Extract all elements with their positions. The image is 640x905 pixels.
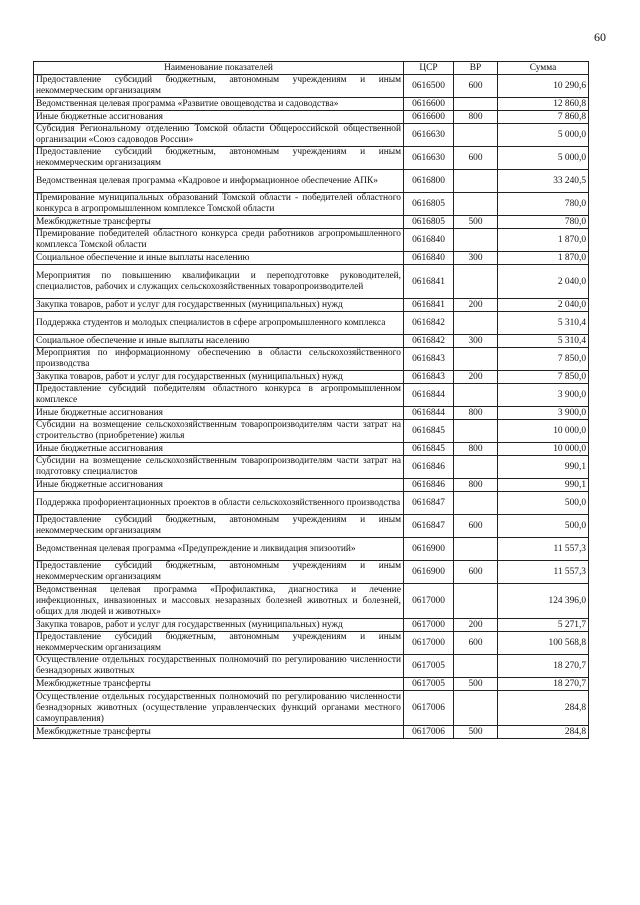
table-row	[34, 124, 589, 147]
row-vr: 600	[454, 632, 498, 655]
header-name: Наименование показателей	[34, 62, 404, 75]
row-vr	[454, 193, 498, 216]
row-sum: 3 900,0	[498, 407, 589, 420]
table-row	[34, 456, 589, 479]
row-csr: 0617000	[404, 619, 454, 632]
row-name: Мероприятия по повышению квалификации и переподготовке руководителей, специалистов, рабочих и служащих сельскохозяйственных товаропроизводителей	[34, 265, 404, 299]
row-name: Закупка товаров, работ и услуг для государственных (муниципальных) нужд	[34, 371, 404, 384]
row-csr: 0616841	[404, 299, 454, 312]
row-name: Предоставление субсидий бюджетным, автономным учреждениям и иным некоммерческим организациям	[34, 515, 404, 538]
row-name: Закупка товаров, работ и услуг для государственных (муниципальных) нужд	[34, 299, 404, 312]
row-name: Премирование победителей областного конкурса среди работников агропромышленного комплекса Томской области	[34, 229, 404, 252]
row-name: Межбюджетные трансферты	[34, 216, 404, 229]
row-csr: 0616847	[404, 515, 454, 538]
row-csr: 0617005	[404, 655, 454, 678]
row-sum: 780,0	[498, 216, 589, 229]
row-sum: 2 040,0	[498, 265, 589, 299]
row-sum: 5 271,7	[498, 619, 589, 632]
row-csr: 0616900	[404, 538, 454, 561]
row-name: Поддержка профориентационных проектов в области сельскохозяйственного производства	[34, 492, 404, 515]
row-sum: 990,1	[498, 456, 589, 479]
row-vr: 600	[454, 75, 498, 98]
row-sum: 3 900,0	[498, 384, 589, 407]
row-vr: 200	[454, 371, 498, 384]
header-sum: Сумма	[498, 62, 589, 75]
table-row	[34, 619, 589, 632]
row-sum: 11 557,3	[498, 538, 589, 561]
row-csr: 0616845	[404, 420, 454, 443]
table-row	[34, 632, 589, 655]
row-name: Иные бюджетные ассигнования	[34, 111, 404, 124]
row-csr: 0617005	[404, 678, 454, 691]
row-name: Поддержка студентов и молодых специалистов в сфере агропромышленного комплекса	[34, 312, 404, 335]
row-sum: 1 870,0	[498, 229, 589, 252]
row-vr: 600	[454, 561, 498, 584]
row-vr	[454, 655, 498, 678]
row-name: Межбюджетные трансферты	[34, 678, 404, 691]
row-vr: 200	[454, 619, 498, 632]
table-row	[34, 726, 589, 739]
row-sum: 100 568,8	[498, 632, 589, 655]
row-csr: 0616630	[404, 124, 454, 147]
row-name: Ведомственная целевая программа «Профилактика, диагностика и лечение инфекционных, инвазионных и массовых незаразных болезней животных и болезней, общих для людей и животных»	[34, 584, 404, 619]
row-csr: 0616842	[404, 335, 454, 348]
row-vr	[454, 124, 498, 147]
row-csr: 0616846	[404, 456, 454, 479]
row-vr	[454, 312, 498, 335]
table-row	[34, 561, 589, 584]
table-row	[34, 420, 589, 443]
row-sum: 10 000,0	[498, 420, 589, 443]
row-csr: 0616844	[404, 407, 454, 420]
row-vr: 600	[454, 515, 498, 538]
table-row	[34, 147, 589, 170]
row-vr: 800	[454, 443, 498, 456]
row-sum: 7 850,0	[498, 348, 589, 371]
row-csr: 0617000	[404, 584, 454, 619]
row-name: Ведомственная целевая программа «Развитие овощеводства и садоводства»	[34, 98, 404, 111]
row-name: Субсидии на возмещение сельскохозяйственным товаропроизводителям части затрат на подготовку специалистов	[34, 456, 404, 479]
row-sum: 5 310,4	[498, 335, 589, 348]
table-row	[34, 111, 589, 124]
row-vr: 800	[454, 407, 498, 420]
table-row	[34, 335, 589, 348]
header-vr: ВР	[454, 62, 498, 75]
table-row	[34, 479, 589, 492]
row-sum: 284,8	[498, 691, 589, 726]
table-row	[34, 538, 589, 561]
row-vr: 300	[454, 252, 498, 265]
row-name: Субсидии на возмещение сельскохозяйственным товаропроизводителям части затрат на строительство (приобретение) жилья	[34, 420, 404, 443]
table-row	[34, 312, 589, 335]
row-sum: 5 000,0	[498, 147, 589, 170]
row-csr: 0617000	[404, 632, 454, 655]
header-csr: ЦСР	[404, 62, 454, 75]
row-name: Осуществление отдельных государственных полномочий по регулированию численности безнадзорных животных	[34, 655, 404, 678]
row-sum: 11 557,3	[498, 561, 589, 584]
row-sum: 12 860,8	[498, 98, 589, 111]
row-name: Предоставление субсидий бюджетным, автономным учреждениям и иным некоммерческим организациям	[34, 147, 404, 170]
row-vr	[454, 384, 498, 407]
row-csr: 0616600	[404, 111, 454, 124]
row-csr: 0616842	[404, 312, 454, 335]
row-name: Социальное обеспечение и иные выплаты населению	[34, 335, 404, 348]
row-csr: 0616843	[404, 348, 454, 371]
row-name: Ведомственная целевая программа «Предупреждение и ликвидация эпизоотий»	[34, 538, 404, 561]
row-vr	[454, 584, 498, 619]
row-sum: 33 240,5	[498, 170, 589, 193]
row-vr: 800	[454, 479, 498, 492]
row-csr: 0616847	[404, 492, 454, 515]
row-sum: 2 040,0	[498, 299, 589, 312]
table-row	[34, 515, 589, 538]
row-sum: 10 000,0	[498, 443, 589, 456]
table-row	[34, 443, 589, 456]
table-row	[34, 492, 589, 515]
table-header-row	[34, 62, 589, 75]
row-vr	[454, 229, 498, 252]
row-csr: 0616840	[404, 229, 454, 252]
row-name: Закупка товаров, работ и услуг для государственных (муниципальных) нужд	[34, 619, 404, 632]
row-name: Мероприятия по информационному обеспечению в области сельскохозяйственного производства	[34, 348, 404, 371]
row-sum: 18 270,7	[498, 655, 589, 678]
row-name: Субсидия Региональному отделению Томской области Общероссийской общественной организации «Союз садоводов России»	[34, 124, 404, 147]
row-vr: 500	[454, 216, 498, 229]
row-name: Межбюджетные трансферты	[34, 726, 404, 739]
row-sum: 1 870,0	[498, 252, 589, 265]
table-row	[34, 299, 589, 312]
row-name: Осуществление отдельных государственных полномочий по регулированию численности безнадзорных животных (осуществление управленческих функций органами местного самоуправления)	[34, 691, 404, 726]
row-sum: 7 850,0	[498, 371, 589, 384]
row-vr: 300	[454, 335, 498, 348]
table-row	[34, 371, 589, 384]
row-vr	[454, 691, 498, 726]
row-sum: 500,0	[498, 515, 589, 538]
row-name: Иные бюджетные ассигнования	[34, 407, 404, 420]
table-row	[34, 193, 589, 216]
row-vr	[454, 456, 498, 479]
row-vr	[454, 170, 498, 193]
row-sum: 5 310,4	[498, 312, 589, 335]
table-row	[34, 384, 589, 407]
row-name: Иные бюджетные ассигнования	[34, 443, 404, 456]
row-name: Ведомственная целевая программа «Кадровое и информационное обеспечение АПК»	[34, 170, 404, 193]
row-vr: 800	[454, 111, 498, 124]
table-row	[34, 691, 589, 726]
row-sum: 500,0	[498, 492, 589, 515]
row-csr: 0616900	[404, 561, 454, 584]
table-row	[34, 216, 589, 229]
row-csr: 0616800	[404, 170, 454, 193]
row-name: Иные бюджетные ассигнования	[34, 479, 404, 492]
row-name: Премирование муниципальных образований Томской области - победителей областного конкурса в агропромышленном комплексе Томской области	[34, 193, 404, 216]
row-csr: 0616840	[404, 252, 454, 265]
row-csr: 0617006	[404, 726, 454, 739]
row-name: Предоставление субсидий бюджетным, автономным учреждениям и иным некоммерческим организациям	[34, 632, 404, 655]
row-vr	[454, 492, 498, 515]
page-number: 60	[594, 30, 606, 44]
table-row	[34, 170, 589, 193]
row-csr: 0616630	[404, 147, 454, 170]
table-row	[34, 655, 589, 678]
budget-table	[33, 61, 589, 739]
row-vr	[454, 348, 498, 371]
row-sum: 7 860,8	[498, 111, 589, 124]
row-csr: 0617006	[404, 691, 454, 726]
row-name: Социальное обеспечение и иные выплаты населению	[34, 252, 404, 265]
row-csr: 0616845	[404, 443, 454, 456]
row-csr: 0616841	[404, 265, 454, 299]
row-csr: 0616805	[404, 193, 454, 216]
row-name: Предоставление субсидий бюджетным, автономным учреждениям и иным некоммерческим организациям	[34, 561, 404, 584]
row-sum: 284,8	[498, 726, 589, 739]
row-sum: 990,1	[498, 479, 589, 492]
row-sum: 18 270,7	[498, 678, 589, 691]
table-body	[34, 75, 589, 739]
table-row	[34, 678, 589, 691]
row-csr: 0616500	[404, 75, 454, 98]
table-row	[34, 265, 589, 299]
table-row	[34, 75, 589, 98]
row-vr	[454, 420, 498, 443]
row-vr	[454, 265, 498, 299]
row-csr: 0616843	[404, 371, 454, 384]
row-vr	[454, 538, 498, 561]
row-csr: 0616805	[404, 216, 454, 229]
row-vr: 500	[454, 726, 498, 739]
row-vr: 500	[454, 678, 498, 691]
table-row	[34, 348, 589, 371]
table-row	[34, 584, 589, 619]
table-row	[34, 98, 589, 111]
row-csr: 0616844	[404, 384, 454, 407]
row-csr: 0616600	[404, 98, 454, 111]
table-row	[34, 252, 589, 265]
row-sum: 780,0	[498, 193, 589, 216]
row-vr: 200	[454, 299, 498, 312]
row-vr	[454, 98, 498, 111]
row-sum: 124 396,0	[498, 584, 589, 619]
table-row	[34, 229, 589, 252]
row-csr: 0616846	[404, 479, 454, 492]
row-vr: 600	[454, 147, 498, 170]
row-sum: 5 000,0	[498, 124, 589, 147]
table-row	[34, 407, 589, 420]
row-name: Предоставление субсидий победителям областного конкурса в агропромышленном комплексе	[34, 384, 404, 407]
row-name: Предоставление субсидий бюджетным, автономным учреждениям и иным некоммерческим организациям	[34, 75, 404, 98]
row-sum: 10 290,6	[498, 75, 589, 98]
